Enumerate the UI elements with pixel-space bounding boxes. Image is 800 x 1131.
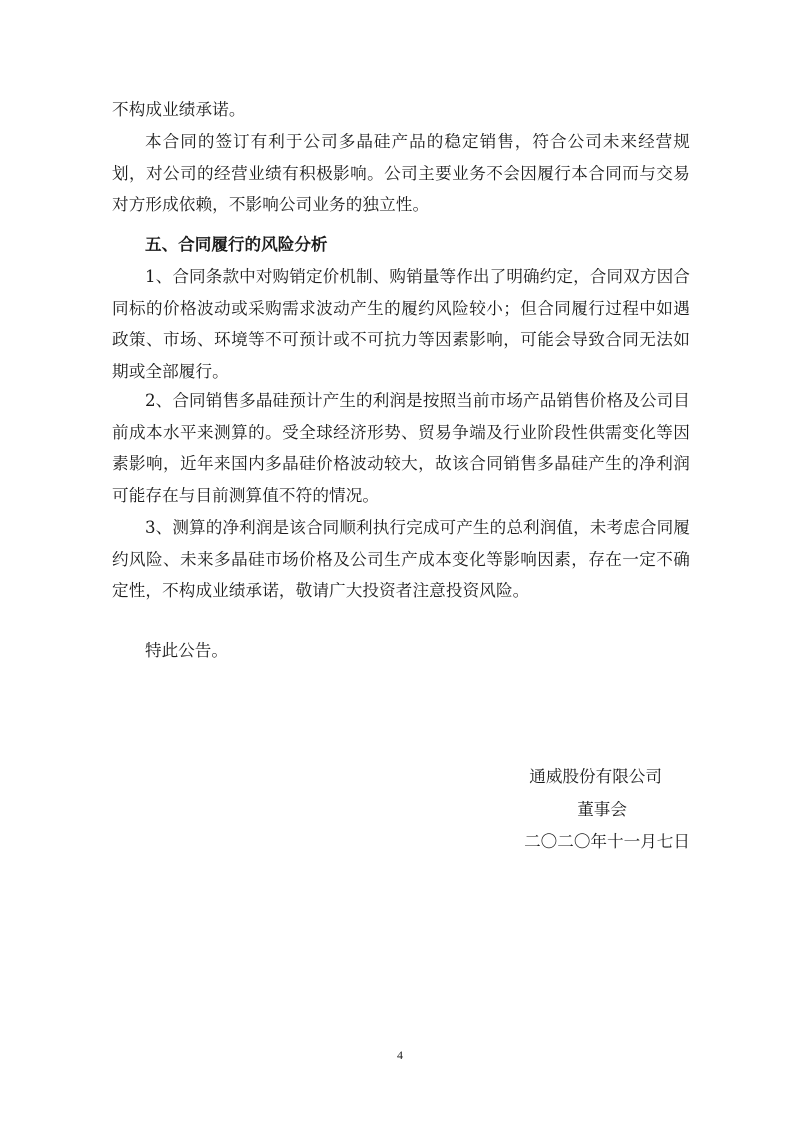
page-number: 4 [397, 1048, 403, 1062]
signature-date: 二〇二〇年十一月七日 [524, 832, 690, 851]
section-heading-risk-analysis: 五、合同履行的风险分析 [145, 234, 328, 254]
paragraph-contract-impact: 本合同的签订有利于公司多晶硅产品的稳定销售，符合公司未来经营规划，对公司的经营业绩有积极影响。公司主要业务不会因履行本合同而与交易对方形成依赖，不影响公司业务的独立性。 [112, 132, 690, 214]
signature-company: 通威股份有限公司 [529, 767, 662, 786]
paragraph-risk-3: 3、测算的净利润是该合同顺利执行完成可产生的总利润值，未考虑合同履约风险、未来多晶硅市场价格及公司生产成本变化等影响因素，存在一定不确定性，不构成业绩承诺，敬请广大投资者注意投资风险。 [112, 518, 690, 600]
closing-statement: 特此公告。 [145, 641, 228, 660]
paragraph-risk-1: 1、合同条款中对购销定价机制、购销量等作出了明确约定，合同双方因合同标的价格波动或采购需求波动产生的履约风险较小；但合同履行过程中如遇政策、市场、环境等不可预计或不可抗力等因素影响，可能会导致合同无法如期或全部履行。 [112, 267, 690, 381]
paragraph-risk-2: 2、合同销售多晶硅预计产生的利润是按照当前市场产品销售价格及公司目前成本水平来测算的。受全球经济形势、贸易争端及行业阶段性供需变化等因素影响，近年来国内多晶硅价格波动较大，故该合同销售多晶硅产生的净利润可能存在与目前测算值不符的情况。 [112, 391, 690, 505]
signature-board: 董事会 [577, 800, 627, 819]
paragraph-continuation: 不构成业绩承诺。 [112, 100, 246, 119]
